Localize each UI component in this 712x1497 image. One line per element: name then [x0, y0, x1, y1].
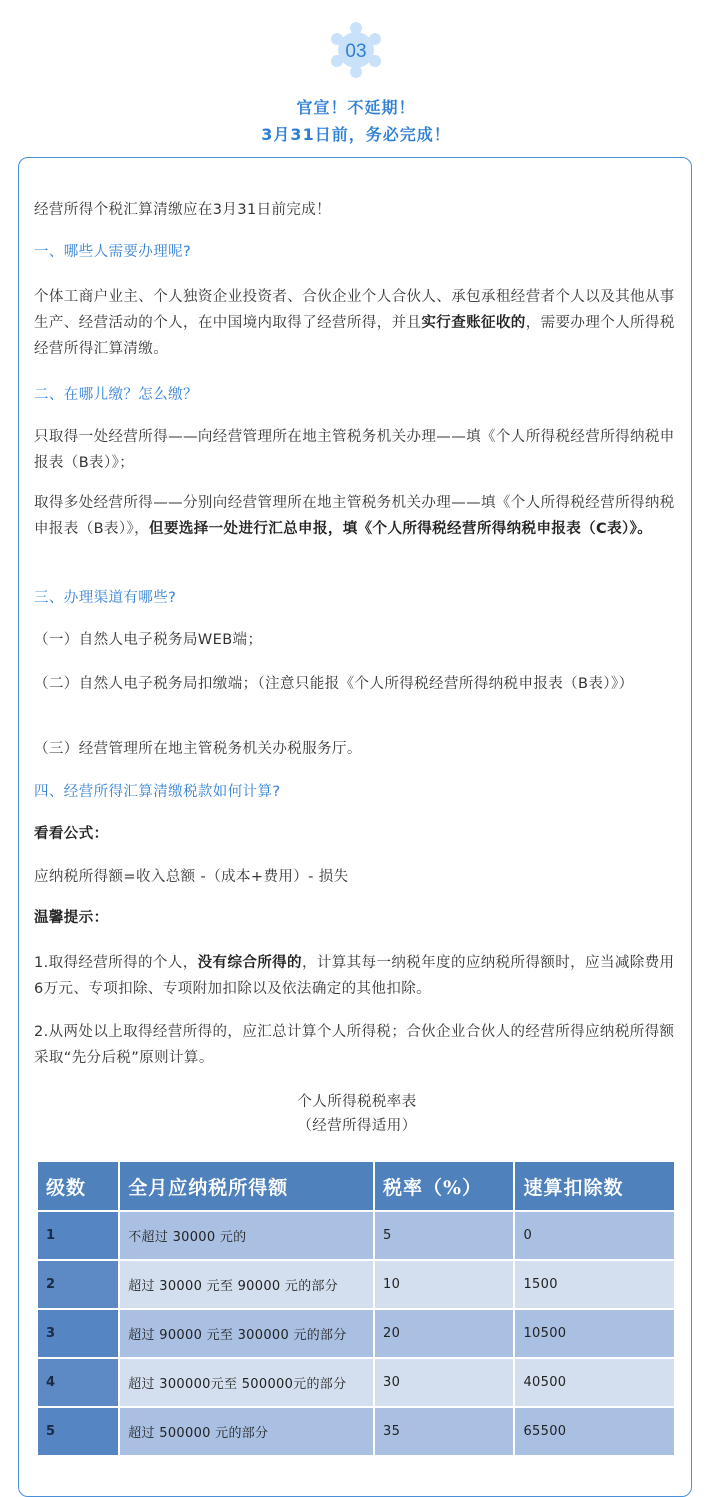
- row-income: 超过 500000 元的部分: [120, 1408, 373, 1455]
- section-2-title: 二、在哪儿缴？怎么缴？: [34, 387, 198, 403]
- table-row: [38, 1359, 674, 1406]
- section-4-title: 四、经营所得汇算清缴税款如何计算?: [34, 784, 281, 800]
- section-2-text: 取得多处经营所得——分别向经营管理所在地主管税务机关办理——填《个人所得税经营所得纳税申报表（B表）》，: [34, 495, 675, 537]
- table-row: [38, 1261, 674, 1308]
- row-income: 超过 90000 元至 300000 元的部分: [120, 1310, 373, 1357]
- row-rate: 35: [375, 1408, 513, 1455]
- row-deduction: 0: [515, 1212, 674, 1259]
- tip-1-tail: ，计算其每一纳税年度的应纳税所得额时，应当减除费用6万元、专项扣除、专项附加扣除以及依法确定的其他扣除。: [34, 955, 675, 997]
- row-level: 1: [38, 1212, 118, 1259]
- channel-item-2: （二）自然人电子税务局扣缴端；（注意只能报《个人所得税经营所得纳税申报表（B表）》）: [34, 676, 634, 692]
- header-deduction: 速算扣除数: [515, 1162, 674, 1210]
- row-deduction: 1500: [515, 1261, 674, 1308]
- section-1-title: 一、哪些人需要办理呢?: [34, 244, 192, 260]
- header-level: 级数: [38, 1162, 118, 1210]
- table-header-row: [38, 1162, 674, 1210]
- table-row: [38, 1212, 674, 1259]
- row-deduction: 40500: [515, 1359, 674, 1406]
- section-2-bold: 但要选择一处进行汇总申报，填《个人所得税经营所得纳税申报表（C表）》。: [149, 521, 653, 537]
- headline-line-2: 3月31日前，务必完成！: [261, 125, 451, 144]
- tax-rate-table: [36, 1160, 676, 1457]
- table-row: [38, 1310, 674, 1357]
- badge-number: 03: [345, 41, 367, 62]
- section-1-tail: ，需要办理个人所得税经营所得汇算清缴。: [34, 315, 675, 357]
- row-income: 超过 30000 元至 90000 元的部分: [120, 1261, 373, 1308]
- channel-item-1: （一）自然人电子税务局WEB端；: [34, 632, 263, 648]
- header-rate: 税率（%）: [375, 1162, 513, 1210]
- table-subtitle: （经营所得适用）: [297, 1118, 417, 1134]
- tips-label: 温馨提示：: [34, 910, 109, 926]
- tip-1-text: 1.取得经营所得的个人，: [34, 955, 198, 971]
- row-level: 2: [38, 1261, 118, 1308]
- table-row: [38, 1408, 674, 1455]
- section-2-paragraph-1: 只取得一处经营所得——向经营管理所在地主管税务机关办理——填《个人所得税经营所得纳税申报表（B表）》；: [34, 429, 675, 471]
- header-income: 全月应纳税所得额: [120, 1162, 373, 1210]
- row-level: 5: [38, 1408, 118, 1455]
- section-3-title: 三、办理渠道有哪些?: [34, 590, 177, 606]
- row-rate: 5: [375, 1212, 513, 1259]
- row-level: 3: [38, 1310, 118, 1357]
- row-rate: 30: [375, 1359, 513, 1406]
- tip-1: [34, 950, 680, 1002]
- row-rate: 10: [375, 1261, 513, 1308]
- tip-2: 2.从两处以上取得经营所得的，应汇总计算个人所得税；合伙企业合伙人的经营所得应纳税所得额采取“先分后税”原则计算。: [34, 1024, 675, 1066]
- row-rate: 20: [375, 1310, 513, 1357]
- intro-text: 经营所得个税汇算清缴应在3月31日前完成！: [34, 202, 332, 218]
- formula-text: 应纳税所得额=收入总额 -（成本+费用）- 损失: [34, 869, 349, 885]
- snowflake-badge-icon: [326, 20, 386, 80]
- section-1-bold: 实行查账征收的: [421, 315, 526, 331]
- row-level: 4: [38, 1359, 118, 1406]
- tip-1-bold: 没有综合所得的: [197, 955, 302, 971]
- table-title: 个人所得税税率表: [297, 1094, 417, 1110]
- row-deduction: 10500: [515, 1310, 674, 1357]
- channel-item-3: （三）经营管理所在地主管税务机关办税服务厅。: [34, 741, 362, 757]
- section-2-paragraph-2: [34, 490, 680, 542]
- row-deduction: 65500: [515, 1408, 674, 1455]
- section-1-text: 个体工商户业主、个人独资企业投资者、合伙企业个人合伙人、承包承租经营者个人以及其他从事生产、经营活动的个人，在中国境内取得了经营所得，并且: [34, 289, 675, 331]
- formula-label: 看看公式：: [34, 826, 109, 842]
- section-1-body: [34, 284, 680, 362]
- row-income: 不超过 30000 元的: [120, 1212, 373, 1259]
- row-income: 超过 300000元至 500000元的部分: [120, 1359, 373, 1406]
- headline-line-1: 官宣！不延期！: [296, 98, 416, 117]
